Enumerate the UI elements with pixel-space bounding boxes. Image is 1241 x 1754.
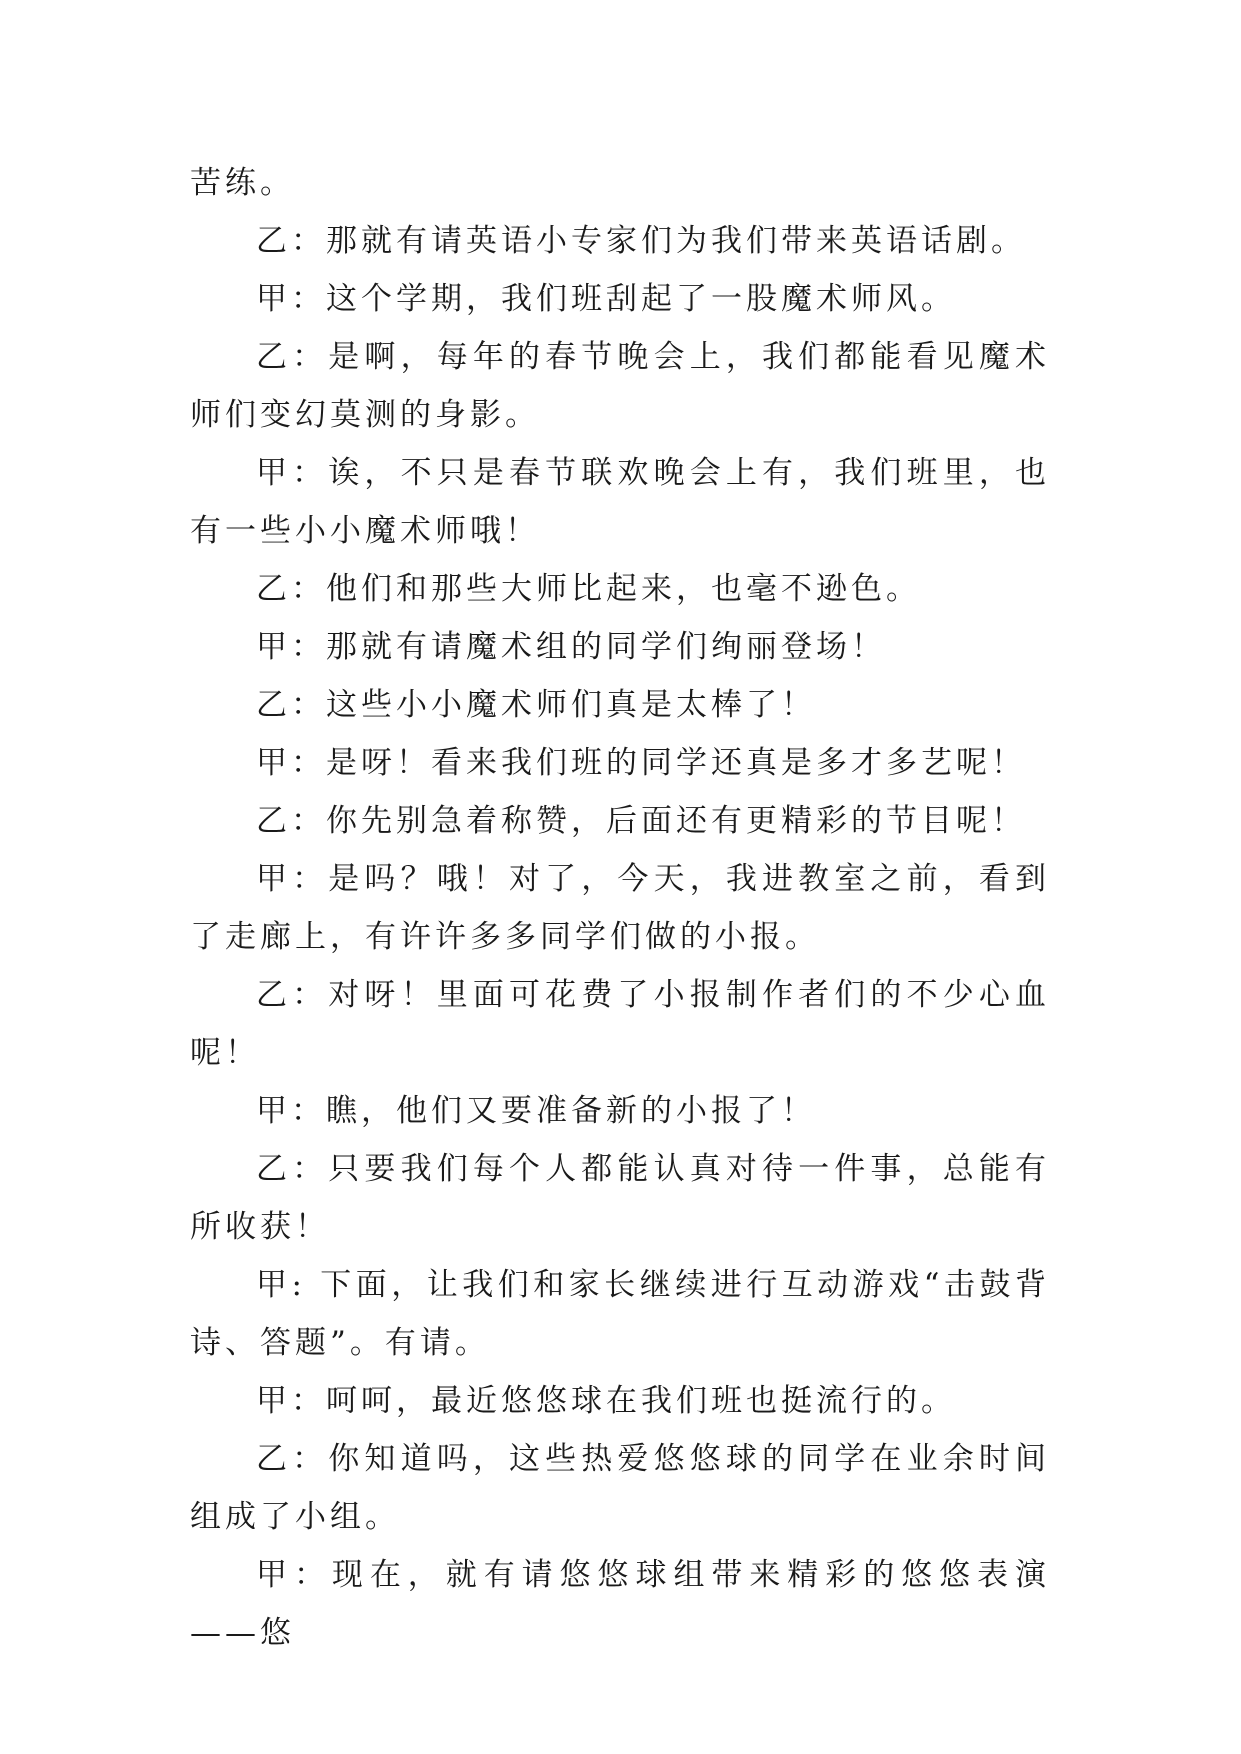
paragraph: 甲：现在，就有请悠悠球组带来精彩的悠悠表演——悠: [190, 1557, 1050, 1651]
paragraph: 甲：是吗？哦！对了，今天，我进教室之前，看到了走廊上，有许许多多同学们做的小报。: [190, 861, 1050, 955]
paragraph: 乙：是啊，每年的春节晚会上，我们都能看见魔术师们变幻莫测的身影。: [190, 339, 1050, 433]
paragraph: 甲：瞧，他们又要准备新的小报了！: [256, 1093, 816, 1129]
paragraph: 乙：那就有请英语小专家们为我们带来英语话剧。: [256, 223, 1026, 259]
paragraph: 甲：是呀！看来我们班的同学还真是多才多艺呢！: [256, 745, 1026, 781]
paragraph: 苦练。: [190, 165, 295, 201]
paragraph: 甲：那就有请魔术组的同学们绚丽登场！: [256, 629, 886, 665]
paragraph: 乙：他们和那些大师比起来，也毫不逊色。: [256, 571, 921, 607]
paragraph: 乙：你先别急着称赞，后面还有更精彩的节目呢！: [256, 803, 1026, 839]
paragraph: 甲: 下面，让我们和家长继续进行互动游戏“击鼓背诗、答题”。有请。: [190, 1267, 1050, 1361]
paragraph: 乙：这些小小魔术师们真是太棒了！: [256, 687, 816, 723]
document-body: [190, 154, 1050, 1662]
paragraph: 甲：诶，不只是春节联欢晚会上有，我们班里，也有一些小小魔术师哦！: [190, 455, 1050, 549]
paragraph: 乙：只要我们每个人都能认真对待一件事，总能有所收获！: [190, 1151, 1050, 1245]
paragraph: 乙：对呀！里面可花费了小报制作者们的不少心血呢！: [190, 977, 1050, 1071]
paragraph: 乙：你知道吗，这些热爱悠悠球的同学在业余时间组成了小组。: [190, 1441, 1050, 1535]
paragraph: 甲：这个学期，我们班刮起了一股魔术师风。: [256, 281, 956, 317]
paragraph: 甲：呵呵，最近悠悠球在我们班也挺流行的。: [256, 1383, 956, 1419]
